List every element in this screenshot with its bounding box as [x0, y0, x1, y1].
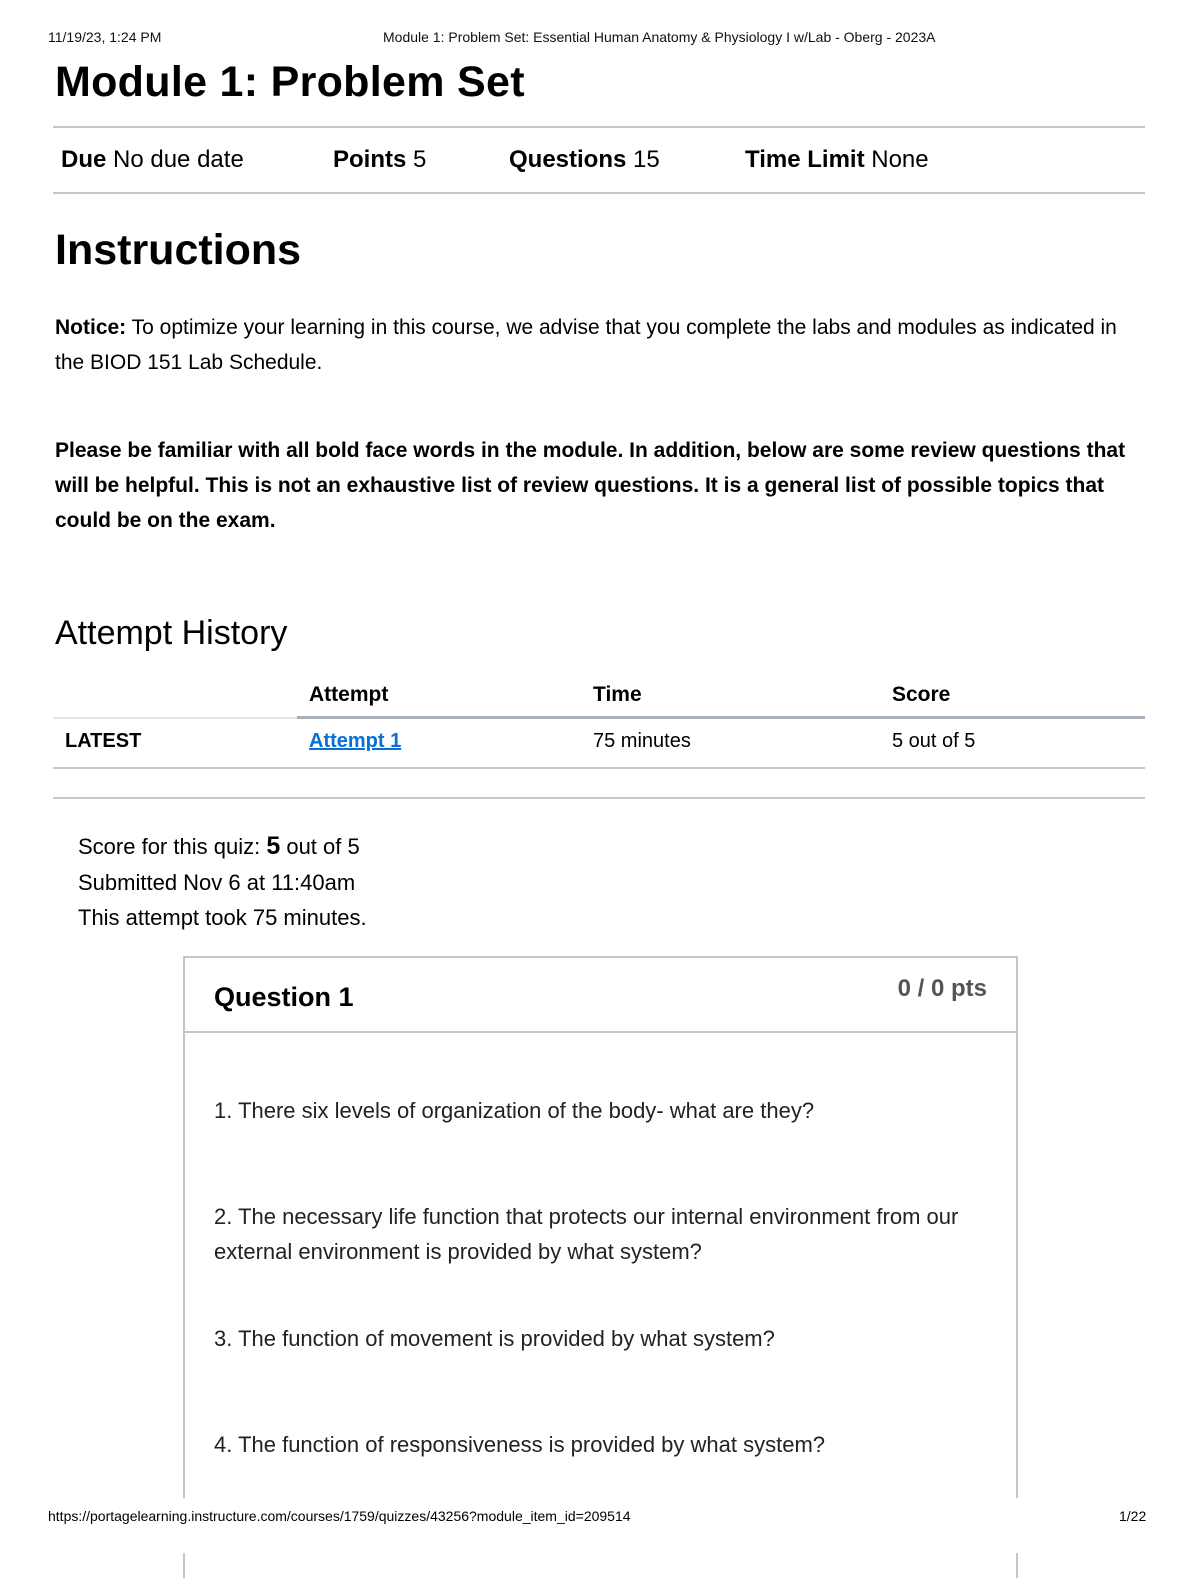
column-header-attempt: Attempt — [309, 683, 389, 706]
question-card — [183, 956, 1018, 1578]
question-item: 4. The function of responsiveness is provided by what system? — [214, 1432, 826, 1457]
print-footer — [0, 1498, 1200, 1553]
print-url: https://portagelearning.instructure.com/courses/1759/quizzes/43256?module_item_id=209514 — [48, 1508, 631, 1524]
question-points: 0 / 0 pts — [897, 975, 987, 1002]
question-item: 2. The necessary life function that protects our internal environment from our external environment is provided by what system? — [214, 1204, 959, 1264]
attempt-time: 75 minutes — [593, 730, 691, 752]
notice-label: Notice: — [55, 316, 127, 339]
question-header — [185, 958, 1016, 1033]
table-row — [53, 718, 1145, 768]
meta-questions — [509, 146, 660, 174]
submitted-time: Submitted Nov 6 at 11:40am — [78, 870, 356, 895]
attempt-score: 5 out of 5 — [892, 730, 976, 752]
meta-time-limit-label: Time Limit — [745, 146, 865, 173]
notice-paragraph — [55, 310, 1145, 380]
print-document-title: Module 1: Problem Set: Essential Human Anatomy & Physiology I w/Lab - Oberg - 2023A — [383, 29, 936, 45]
attempt-duration: This attempt took 75 minutes. — [78, 905, 367, 930]
print-datetime: 11/19/23, 1:24 PM — [48, 29, 162, 45]
column-header-score: Score — [892, 683, 951, 706]
column-header-time: Time — [593, 683, 642, 706]
meta-questions-value: 15 — [633, 146, 660, 173]
score-prefix: Score for this quiz: — [78, 834, 267, 859]
meta-due — [61, 146, 244, 174]
instructions-heading: Instructions — [55, 226, 302, 274]
question-item: 3. The function of movement is provided by what system? — [214, 1326, 775, 1351]
review-note: Please be familiar with all bold face words in the module. In addition, below are some review questions that will be helpful. This is not an exhaustive list of review questions. It is a general list of possible topics that could be on the exam. — [55, 439, 1126, 532]
meta-points — [333, 146, 426, 174]
meta-questions-label: Questions — [509, 146, 627, 173]
latest-tag: LATEST — [65, 730, 142, 752]
meta-divider — [53, 192, 1145, 194]
table-bottom-rule — [53, 767, 1145, 769]
question-title: Question 1 — [214, 982, 354, 1012]
page-number: 1/22 — [1119, 1508, 1147, 1524]
section-divider — [53, 797, 1145, 799]
attempt-history-heading: Attempt History — [55, 614, 288, 652]
notice-text: To optimize your learning in this course, we advise that you complete the labs and modules as indicated in the BIOD 151 Lab Schedule. — [55, 316, 1117, 374]
header-divider — [53, 126, 1145, 128]
quiz-score — [78, 832, 360, 861]
attempt-1-link[interactable]: Attempt 1 — [309, 730, 402, 752]
meta-points-value: 5 — [413, 146, 427, 173]
meta-time-limit — [745, 146, 929, 174]
meta-due-label: Due — [61, 146, 107, 173]
score-suffix: out of 5 — [280, 834, 360, 859]
page-title: Module 1: Problem Set — [55, 58, 525, 106]
question-item: 1. There six levels of organization of the body- what are they? — [214, 1098, 815, 1123]
score-value: 5 — [266, 832, 281, 860]
meta-time-limit-value: None — [871, 146, 929, 173]
meta-due-value: No due date — [113, 146, 244, 173]
meta-points-label: Points — [333, 146, 407, 173]
